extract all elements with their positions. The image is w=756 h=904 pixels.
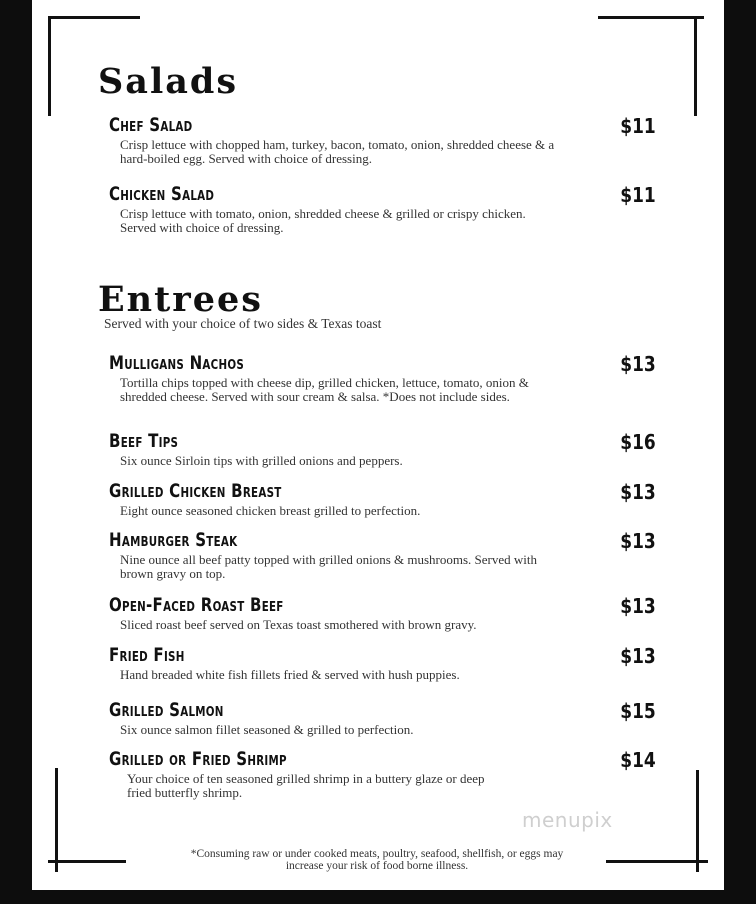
item-description: Your choice of ten seasoned grilled shrimp in a buttery glaze or deep fried butterfly shrimp. — [127, 771, 485, 800]
item-name: Fried Fish — [109, 644, 185, 666]
corner-bracket-bottom-left — [48, 860, 126, 863]
item-description: Six ounce salmon fillet seasoned & grilled to perfection. — [120, 722, 414, 737]
item-description: Sliced roast beef served on Texas toast smothered with brown gravy. — [120, 617, 477, 632]
item-price: $13 — [620, 352, 656, 376]
item-name: Chef Salad — [109, 114, 193, 136]
item-name: Open-Faced Roast Beef — [109, 594, 284, 616]
item-name: Beef Tips — [109, 430, 179, 452]
corner-bracket-top-left-vertical — [48, 16, 51, 116]
item-name: Grilled Salmon — [109, 699, 224, 721]
item-name: Hamburger Steak — [109, 529, 238, 551]
watermark: menupix — [522, 808, 613, 832]
food-safety-footnote: *Consuming raw or under cooked meats, poultry, seafood, shellfish, or eggs may increase your risk of food borne illness. — [190, 848, 564, 872]
entrees-heading: Entrees — [98, 279, 263, 320]
corner-bracket-top-right-vertical — [694, 16, 697, 116]
item-description: Tortilla chips topped with cheese dip, grilled chicken, lettuce, tomato, onion & shredded cheese. Served with sour cream & salsa. *Does not include sides. — [120, 375, 529, 404]
item-description: Eight ounce seasoned chicken breast grilled to perfection. — [120, 503, 421, 518]
item-name: Chicken Salad — [109, 183, 215, 205]
item-price: $13 — [620, 480, 656, 504]
corner-bracket-top-right — [598, 16, 704, 19]
item-name: Grilled or Fried Shrimp — [109, 748, 287, 770]
corner-bracket-bottom-right-vertical — [696, 770, 699, 872]
item-price: $13 — [620, 529, 656, 553]
item-price: $14 — [620, 748, 656, 772]
item-price: $13 — [620, 644, 656, 668]
item-price: $11 — [620, 183, 656, 207]
item-name: Grilled Chicken Breast — [109, 480, 282, 502]
item-description: Crisp lettuce with tomato, onion, shredded cheese & grilled or crispy chicken. Served with choice of dressing. — [120, 206, 526, 235]
item-description: Six ounce Sirloin tips with grilled onions and peppers. — [120, 453, 403, 468]
entrees-subtitle: Served with your choice of two sides & Texas toast — [104, 316, 382, 331]
item-price: $13 — [620, 594, 656, 618]
item-description: Hand breaded white fish fillets fried & served with hush puppies. — [120, 667, 460, 682]
corner-bracket-bottom-left-vertical — [55, 768, 58, 872]
item-name: Mulligans Nachos — [109, 352, 245, 374]
item-description: Crisp lettuce with chopped ham, turkey, bacon, tomato, onion, shredded cheese & a hard-boiled egg. Served with choice of dressing. — [120, 137, 555, 166]
corner-bracket-top-left — [48, 16, 140, 19]
item-price: $16 — [620, 430, 656, 454]
item-price: $11 — [620, 114, 656, 138]
corner-bracket-bottom-right — [606, 860, 708, 863]
salads-heading: Salads — [98, 61, 239, 102]
menu-page — [32, 0, 724, 890]
item-price: $15 — [620, 699, 656, 723]
item-description: Nine ounce all beef patty topped with grilled onions & mushrooms. Served with brown gravy on top. — [120, 552, 538, 581]
